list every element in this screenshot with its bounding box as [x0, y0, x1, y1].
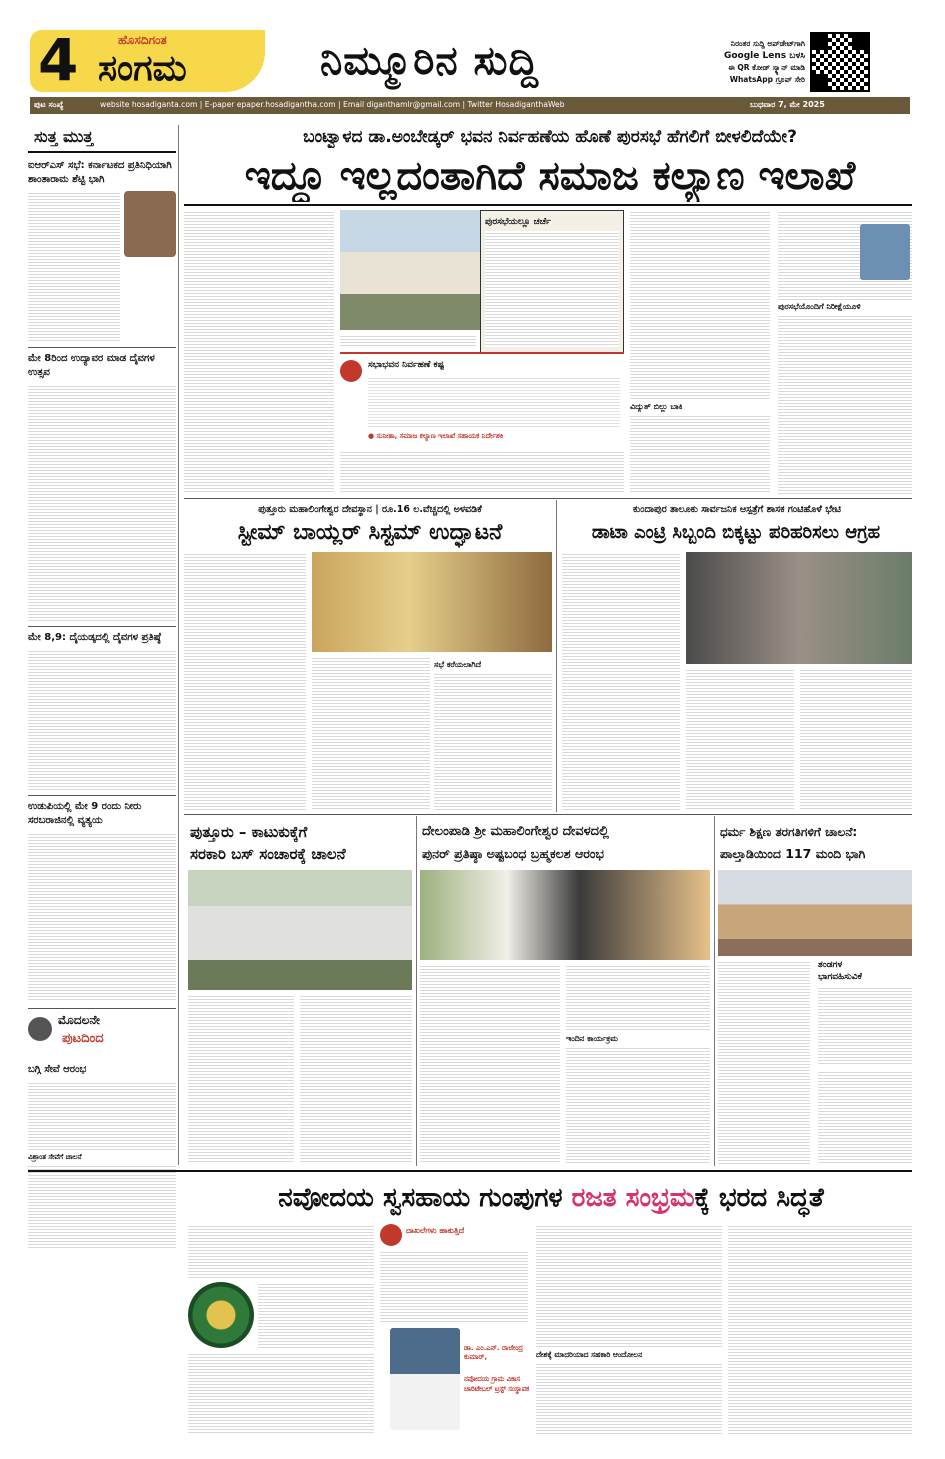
lead-body-col3	[340, 450, 624, 492]
qr-line: ಈ QR ಕೋಡ್ ಸ್ಕ್ಯಾನ್ ಮಾಡಿ	[728, 63, 805, 72]
speaker-photo	[390, 1328, 460, 1430]
lead-headline: ಇದ್ದೂ ಇಲ್ಲದಂತಾಗಿದೆ ಸಮಾಜ ಕಲ್ಯಾಣ ಇಲಾಖೆ	[244, 153, 856, 199]
story-divider	[714, 816, 715, 1166]
story7-headline	[190, 1178, 912, 1218]
story7-body-col1b	[258, 1282, 374, 1348]
story7-headline-highlight: ರಜತ ಸಂಭ್ರಮ	[571, 1183, 695, 1213]
story5-body-col2b	[566, 1046, 710, 1164]
lead-body-col2	[340, 334, 476, 348]
story6-box-title: ಭಾಗವಹಿಸುವಿಕೆ	[818, 972, 863, 982]
story7-quote-box	[380, 1224, 530, 1436]
info-bar-label: ಪುಟ ಸಂಖ್ಯೆ	[34, 100, 64, 109]
story7-body-col4	[728, 1224, 912, 1436]
sidebar-item-body	[28, 1164, 176, 1250]
lead-box-title: ಪುರಸಭೆಯಲ್ಲೂ ಚರ್ಚೆ	[485, 217, 551, 227]
story5-headline: ದೇಲಂಪಾಡಿ ಶ್ರೀ ಮಹಾಲಿಂಗೇಶ್ವರ ದೇವಳದಲ್ಲಿ	[422, 824, 609, 839]
story3-body-col2	[686, 668, 794, 810]
story2-kicker: ಪುತ್ತೂರು ಮಹಾಲಿಂಗೇಶ್ವರ ದೇವಸ್ಥಾನ | ರೂ.16 ಲ.ವೆಚ್ಚದಲ್ಲಿ ಅಳವಡಿಕೆ	[258, 504, 482, 515]
lead-photo-officer	[860, 224, 910, 280]
first-page-badge	[28, 1008, 176, 1059]
story7-body-col1c	[188, 1352, 374, 1434]
story4-headline: ಸರಕಾರಿ ಬಸ್ ಸಂಚಾರಕ್ಕೆ ಚಾಲನೆ	[190, 845, 346, 863]
story6-box-body	[818, 986, 912, 1066]
story-divider	[556, 500, 557, 812]
story3-kicker: ಕುಂದಾಪುರ ತಾಲೂಕು ಸಾರ್ವಜನಿಕ ಆಸ್ಪತ್ರೆಗೆ ಶಾಸಕ ಗಂಟಿಹೊಳೆ ಭೇಟಿ	[632, 504, 842, 515]
story6-body-col2	[818, 1070, 912, 1164]
story7-logo	[188, 1282, 254, 1348]
story6-headline: ಪಾಲ್ತಾಡಿಯಿಂದ 117 ಮಂದಿ ಭಾಗಿ	[720, 846, 866, 861]
story3-photo	[686, 552, 912, 664]
story3-body-col1	[562, 552, 680, 810]
page-title: ನಿಮ್ಮೂರಿನ ಸುದ್ದಿ	[320, 38, 539, 84]
issue-date: ಬುಧವಾರ 7, ಮೇ 2025	[750, 100, 825, 109]
section-rule	[28, 1170, 912, 1172]
sidebar-item-body	[28, 649, 176, 791]
sidebar-item-body	[28, 832, 176, 1000]
lead-box-body	[485, 231, 619, 347]
quote-icon	[340, 360, 362, 382]
story5-subhead: ಇಂದಿನ ಕಾರ್ಯಕ್ರಮ	[566, 1034, 618, 1043]
story6-photo	[718, 870, 912, 956]
sidebar-item-body	[28, 384, 176, 622]
story2-body-col1	[184, 552, 306, 810]
story7-subhead: ದೇಶಕ್ಕೆ ಮಾದರಿಯಾದ ಸಹಕಾರಿ ಆಂದೋಲನ	[536, 1350, 643, 1359]
sidebar-item-headline: ಮೇ 8ರಿಂದ ಉದ್ಯಾವರ ಮಾಡ ದೈವಗಳ ಉತ್ಸವ	[28, 347, 176, 380]
section-name: ಸಂಗಮ	[98, 48, 187, 89]
story3-headline: ಡಾಟಾ ಎಂಟ್ರಿ ಸಿಬ್ಬಂದಿ ಬಿಕ್ಕಟ್ಟು ಪರಿಹರಿಸಲು ಆಗ್ರಹ	[591, 522, 881, 543]
story5-photo	[420, 870, 710, 960]
story2-body-col2	[312, 656, 430, 810]
section-rule	[184, 814, 912, 815]
story6-body-col1	[718, 960, 810, 1164]
speaker-title: ನವೋದಯ ಗ್ರಾಮ ವಿಕಾಸ ಚಾರಿಟೇಬಲ್ ಟ್ರಸ್ಟ್ ಸಂಸ್ಥಾಪಕ	[464, 1375, 530, 1393]
story5-body-col2	[566, 964, 710, 1032]
lead-body-col4b	[630, 414, 770, 494]
story-divider	[416, 816, 417, 1166]
sidebar-column-title: ಸುತ್ತ ಮುತ್ತ	[34, 127, 94, 146]
quote-title: ದಾಖಲೆಗಳು ಹಾಕುತ್ತಿದೆ	[406, 1226, 465, 1235]
story5-body-col1	[420, 964, 560, 1164]
first-page-label: ಪುಟದಿಂದ	[62, 1031, 104, 1046]
story7-body-col3	[536, 1224, 722, 1348]
story7-headline-part: ನವೋದಯ ಸ್ವಸಹಾಯ ಗುಂಪುಗಳ	[278, 1183, 563, 1213]
sidebar-subhead: ವಿಶ್ರಾಂತ ಸೇವೆಗೆ ಚಾಲನೆ	[28, 1153, 82, 1161]
lead-body-col1	[184, 210, 334, 494]
callout-credit: ● ಸುನೀತಾ, ಸಮಾಜ ಕಲ್ಯಾಣ ಇಲಾಖೆ ಸಹಾಯಕ ನಿರ್ದೇಶಕಿ	[368, 432, 504, 440]
lead-subhead: ಪುರಸಭೆಯೊಂದಿಗೆ ನಿರೀಕ್ಷೆಯೂಳಿ	[778, 302, 861, 311]
story2-subhead: ಸಭೆ ಕರೆಯಲಾಗಿದೆ	[434, 660, 482, 669]
callout-body	[368, 376, 620, 428]
lead-subhead: ವಿದ್ಯುತ್ ಬಿಲ್ಲು ಬಾಕಿ	[630, 402, 683, 411]
quote-body	[380, 1250, 528, 1324]
pencil-icon	[28, 1017, 52, 1041]
story4-body-col2	[300, 994, 412, 1164]
lead-kicker: ಬಂಟ್ವಾಳದ ಡಾ.ಅಂಬೇಡ್ಕರ್ ಭವನ ನಿರ್ವಹಣೆಯ ಹೊಣೆ ಪುರಸಭೆ ಹೆಗಲಿಗೆ ಬೀಳಲಿದೆಯೇ?	[303, 127, 797, 147]
first-page-label: ಮೊದಲನೇ	[58, 1013, 100, 1027]
sidebar-item-headline: ಉಡುಪಿಯಲ್ಲಿ ಮೇ 9 ರಂದು ನೀರು ಸರಬರಾಜಿನಲ್ಲಿ ವ್ಯತ್ಯಯ	[28, 795, 176, 828]
section-rule	[184, 498, 912, 499]
story6-box-title: ತಂಡಗಳ	[818, 960, 843, 970]
lead-body-col4	[630, 210, 770, 400]
sidebar	[28, 125, 176, 1165]
story3-body-col3	[800, 668, 912, 810]
story2-headline: ಸ್ಟೀಮ್ ಬಾಯ್ಲರ್ ಸಿಸ್ಟಮ್ ಉದ್ಘಾಟನೆ	[237, 520, 503, 545]
sidebar-item-headline: ಬಗ್ಗಿ ಸೇವೆ ಆರಂಭ	[28, 1064, 87, 1075]
speaker-name: ಡಾ. ಎಂ.ಎನ್. ರಾಜೇಂದ್ರ ಕುಮಾರ್,	[464, 1344, 524, 1361]
qr-line: ನಿರಂತರ ಸುದ್ದಿ ಅಪ್‌ಡೇಟ್‌ಗಾಗಿ	[730, 39, 805, 48]
qr-code-icon[interactable]	[810, 32, 870, 92]
story5-headline: ಪುನರ್ ಪ್ರತಿಷ್ಠಾ ಅಷ್ಟಬಂಧ ಬ್ರಹ್ಮಕಲಶ ಆರಂಭ	[422, 846, 604, 861]
reporter-photo	[124, 191, 176, 257]
lead-photo-building	[340, 210, 480, 330]
sidebar-divider	[178, 125, 179, 1165]
story4-headline: ಪುತ್ತೂರು – ಕಾಟುಕುಕ್ಕೆಗೆ	[190, 823, 308, 841]
sidebar-item-body	[28, 191, 120, 343]
story6-headline: ಧರ್ಮ ಶಿಕ್ಷಣ ತರಗತಿಗಳಿಗೆ ಚಾಲನೆ:	[720, 825, 858, 839]
lead-body-col5b	[778, 314, 912, 494]
qr-line: Google Lens ಬಳಸಿ	[723, 51, 805, 61]
sidebar-item-headline: ಮೇ 8,9: ದೈಯಡ್ಕದಲ್ಲಿ ದೈವಗಳ ಪ್ರತಿಷ್ಠೆ	[28, 626, 176, 645]
lead-callout	[340, 352, 624, 446]
story4-photo	[188, 870, 412, 990]
info-bar-links[interactable]: website hosadiganta.com | E-paper epaper.hosadigantha.com | Email diganthamlr@gmail.com | Twitter HosadiganthaWeb	[100, 100, 565, 109]
sidebar-item-headline: ಐಆರ್‌ಎಸ್ ಸಭೆ: ಕರ್ನಾಟಕದ ಪ್ರತಿನಿಧಿಯಾಗಿ ಶಾಂತಾರಾಮ ಶೆಟ್ಟಿ ಭಾಗಿ	[28, 160, 172, 185]
quote-icon	[380, 1224, 402, 1246]
callout-title: ಸಭಾಭವನ ನಿರ್ವಹಣೆ ಕಷ್ಟ	[368, 360, 445, 370]
story4-body-col1	[188, 994, 294, 1164]
lead-rule	[184, 204, 912, 206]
page-number: 4	[38, 28, 79, 92]
sidebar-item-body	[28, 1081, 176, 1151]
story7-body-col1	[188, 1224, 374, 1278]
qr-line: WhatsApp ಗ್ರೂಪ್ ಸೇರಿ	[729, 75, 805, 84]
story2-photo	[312, 552, 552, 652]
lead-info-box	[480, 210, 624, 354]
qr-instructions	[660, 38, 805, 86]
brand-name: ಹೊಸದಿಗಂತ	[118, 33, 167, 47]
story7-body-col3b	[536, 1362, 722, 1436]
story7-headline-part: ಕ್ಕೆ ಭರದ ಸಿದ್ಧತೆ	[694, 1183, 824, 1213]
story2-body-col3	[434, 672, 552, 810]
